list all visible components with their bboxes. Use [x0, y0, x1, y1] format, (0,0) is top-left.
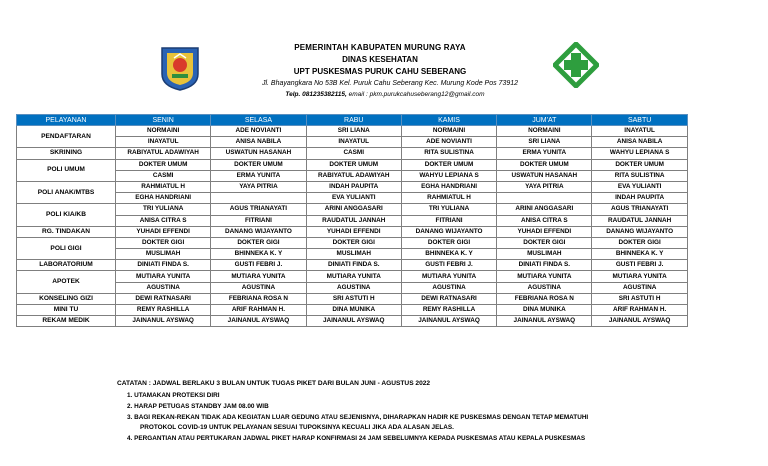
column-header-day: KAMIS: [401, 115, 496, 126]
staff-cell: DEWI RATNASARI: [401, 293, 496, 304]
staff-cell: MUSLIMAH: [306, 249, 401, 260]
header-email: email : pkm.purukcahuseberang12@gmail.com: [348, 91, 485, 98]
table-row: [17, 126, 688, 137]
staff-cell: JAINANUL AYSWAQ: [401, 316, 496, 327]
staff-cell: REMY RASHILLA: [116, 305, 211, 316]
staff-cell: FITRIANI: [211, 215, 306, 226]
staff-cell: YUHADI EFFENDI: [306, 226, 401, 237]
column-header-day: SENIN: [116, 115, 211, 126]
header-puskesmas: UPT PUSKESMAS PURUK CAHU SEBERANG: [293, 67, 467, 76]
duty-schedule-table: [16, 114, 688, 327]
table-row: [17, 305, 688, 316]
staff-cell: JAINANUL AYSWAQ: [592, 316, 687, 327]
staff-cell: AGUSTINA: [401, 282, 496, 293]
staff-cell: GUSTI FEBRI J.: [211, 260, 306, 271]
staff-cell: RITA SULISTINA: [401, 148, 496, 159]
column-header-service: PELAYANAN: [17, 115, 116, 126]
staff-cell: BHINNEKA K. Y: [592, 249, 687, 260]
staff-cell: FEBRIANA ROSA N: [211, 293, 306, 304]
staff-cell: DINIATI FINDA S.: [497, 260, 592, 271]
staff-cell: CASMI: [306, 148, 401, 159]
staff-cell: [211, 193, 306, 204]
staff-cell: MUTIARA YUNITA: [116, 271, 211, 282]
staff-cell: YAYA PITRIA: [211, 181, 306, 192]
service-name-cell: PENDAFTARAN: [17, 126, 116, 148]
staff-cell: FITRIANI: [401, 215, 496, 226]
staff-cell: WAHYU LEPIANA S: [401, 170, 496, 181]
note-item: PROTOKOL COVID-19 UNTUK PELAYANAN SESUAI TUPOKSINYA KECUALI JIKA ADA ALASAN JELAS.: [140, 424, 454, 431]
staff-cell: DINA MUNIKA: [497, 305, 592, 316]
staff-cell: DEWI RATNASARI: [116, 293, 211, 304]
staff-cell: AGUSTINA: [497, 282, 592, 293]
table-row: [17, 181, 688, 192]
table-row: [17, 137, 688, 148]
staff-cell: JAINANUL AYSWAQ: [306, 316, 401, 327]
table-row: [17, 159, 688, 170]
table-row: [17, 226, 688, 237]
staff-cell: DINIATI FINDA S.: [116, 260, 211, 271]
staff-cell: INAYATUL: [116, 137, 211, 148]
staff-cell: RAHMIATUL H: [116, 181, 211, 192]
staff-cell: DOKTER GIGI: [306, 237, 401, 248]
staff-cell: AGUSTINA: [592, 282, 687, 293]
staff-cell: SRI ASTUTI H: [306, 293, 401, 304]
staff-cell: ARINI ANGGASARI: [497, 204, 592, 215]
column-header-day: SABTU: [592, 115, 687, 126]
letterhead: [0, 38, 768, 102]
staff-cell: DOKTER UMUM: [306, 159, 401, 170]
staff-cell: RABIYATUL ADAWIYAH: [116, 148, 211, 159]
staff-cell: ADE NOVIANTI: [401, 137, 496, 148]
staff-cell: AGUS TRIANAYATI: [211, 204, 306, 215]
staff-cell: INAYATUL: [592, 126, 687, 137]
staff-cell: RAUDATUL JANNAH: [592, 215, 687, 226]
staff-cell: DANANG WIJAYANTO: [592, 226, 687, 237]
staff-cell: EVA YULIANTI: [306, 193, 401, 204]
staff-cell: SRI ASTUTI H: [592, 293, 687, 304]
staff-cell: BHINNEKA K. Y: [401, 249, 496, 260]
note-item: 2. HARAP PETUGAS STANDBY JAM 08.00 WIB: [127, 403, 269, 410]
staff-cell: ADE NOVIANTI: [211, 126, 306, 137]
note-item: 3. BAGI REKAN-REKAN TIDAK ADA KEGIATAN LUAR GEDUNG ATAU SEJENISNYA, DIHARAPKAN HADIR KE PUSKESMAS DENGAN TETAP MEMATUHI: [127, 414, 589, 421]
column-header-day: JUM'AT: [497, 115, 592, 126]
staff-cell: YAYA PITRIA: [497, 181, 592, 192]
table-row: [17, 271, 688, 282]
staff-cell: JAINANUL AYSWAQ: [116, 316, 211, 327]
staff-cell: YUHADI EFFENDI: [116, 226, 211, 237]
service-name-cell: APOTEK: [17, 271, 116, 293]
staff-cell: YUHADI EFFENDI: [497, 226, 592, 237]
staff-cell: RAHMIATUL H: [401, 193, 496, 204]
staff-cell: DOKTER UMUM: [592, 159, 687, 170]
note-item: 4. PERGANTIAN ATAU PERTUKARAN JADWAL PIKET HARAP KONFIRMASI 24 JAM SEBELUMNYA KEPADA PUSKESMAS ATAU KEPALA PUSKESMAS: [127, 435, 586, 442]
staff-cell: FEBRIANA ROSA N: [497, 293, 592, 304]
staff-cell: MUTIARA YUNITA: [211, 271, 306, 282]
staff-cell: SRI LIANA: [497, 137, 592, 148]
header-address: Jl. Bhayangkara No 53B Kel. Puruk Cahu Seberang Kec. Murung Kode Pos 73912: [261, 80, 519, 87]
staff-cell: JAINANUL AYSWAQ: [497, 316, 592, 327]
staff-cell: BHINNEKA K. Y: [211, 249, 306, 260]
staff-cell: DOKTER UMUM: [211, 159, 306, 170]
staff-cell: AGUSTINA: [211, 282, 306, 293]
staff-cell: DINA MUNIKA: [306, 305, 401, 316]
staff-cell: GUSTI FEBRI J.: [401, 260, 496, 271]
staff-cell: JAINANUL AYSWAQ: [211, 316, 306, 327]
staff-cell: REMY RASHILLA: [401, 305, 496, 316]
service-name-cell: LABORATORIUM: [17, 260, 116, 271]
table-row: [17, 260, 688, 271]
table-row: [17, 204, 688, 215]
table-row: [17, 215, 688, 226]
staff-cell: SRI LIANA: [306, 126, 401, 137]
staff-cell: GUSTI FEBRI J.: [592, 260, 687, 271]
staff-cell: DANANG WIJAYANTO: [401, 226, 496, 237]
header-contact: [200, 91, 570, 98]
header-government: PEMERINTAH KABUPATEN MURUNG RAYA: [294, 43, 466, 52]
column-header-day: RABU: [306, 115, 401, 126]
staff-cell: ANISA NABILA: [592, 137, 687, 148]
service-name-cell: SKRINING: [17, 148, 116, 159]
staff-cell: ARIF RAHMAN H.: [211, 305, 306, 316]
service-name-cell: MINI TU: [17, 305, 116, 316]
staff-cell: NORMAINI: [497, 126, 592, 137]
staff-cell: MUTIARA YUNITA: [497, 271, 592, 282]
service-name-cell: REKAM MEDIK: [17, 316, 116, 327]
staff-cell: DOKTER GIGI: [401, 237, 496, 248]
header-phone: Telp. 081235382115,: [285, 91, 349, 98]
regency-crest-icon: [158, 44, 202, 92]
staff-cell: RITA SULISTINA: [592, 170, 687, 181]
staff-cell: USWATUN HASANAH: [497, 170, 592, 181]
header-department: DINAS KESEHATAN: [342, 55, 418, 64]
table-row: [17, 282, 688, 293]
staff-cell: MUSLIMAH: [116, 249, 211, 260]
staff-cell: MUSLIMAH: [497, 249, 592, 260]
staff-cell: DOKTER GIGI: [592, 237, 687, 248]
staff-cell: MUTIARA YUNITA: [401, 271, 496, 282]
staff-cell: RABIYATUL ADAWIYAH: [306, 170, 401, 181]
note-item: 1. UTAMAKAN PROTEKSI DIRI: [127, 392, 220, 399]
table-row: [17, 237, 688, 248]
staff-cell: DOKTER UMUM: [401, 159, 496, 170]
staff-cell: MUTIARA YUNITA: [592, 271, 687, 282]
staff-cell: INAYATUL: [306, 137, 401, 148]
service-name-cell: KONSELING GIZI: [17, 293, 116, 304]
staff-cell: ANISA CITRA S: [497, 215, 592, 226]
staff-cell: DOKTER GIGI: [116, 237, 211, 248]
staff-cell: CASMI: [116, 170, 211, 181]
staff-cell: DANANG WIJAYANTO: [211, 226, 306, 237]
staff-cell: DOKTER UMUM: [497, 159, 592, 170]
staff-cell: EGHA HANDRIANI: [116, 193, 211, 204]
staff-cell: DOKTER UMUM: [116, 159, 211, 170]
staff-cell: TRI YULIANA: [116, 204, 211, 215]
staff-cell: INDAH PAUPITA: [306, 181, 401, 192]
staff-cell: ARIF RAHMAN H.: [592, 305, 687, 316]
service-name-cell: POLI KIA/KB: [17, 204, 116, 226]
staff-cell: EGHA HANDRIANI: [401, 181, 496, 192]
staff-cell: DOKTER GIGI: [497, 237, 592, 248]
staff-cell: INDAH PAUPITA: [592, 193, 687, 204]
table-header-row: [17, 115, 688, 126]
service-name-cell: POLI UMUM: [17, 159, 116, 181]
service-name-cell: POLI ANAK/MTBS: [17, 181, 116, 203]
service-name-cell: RG. TINDAKAN: [17, 226, 116, 237]
staff-cell: ERMA YUNITA: [497, 148, 592, 159]
staff-cell: AGUSTINA: [306, 282, 401, 293]
notes-title: CATATAN : JADWAL BERLAKU 3 BULAN UNTUK TUGAS PIKET DARI BULAN JUNI - AGUSTUS 2022: [117, 380, 431, 387]
staff-cell: ANISA NABILA: [211, 137, 306, 148]
staff-cell: AGUS TRIANAYATI: [592, 204, 687, 215]
staff-cell: ANISA CITRA S: [116, 215, 211, 226]
table-row: [17, 249, 688, 260]
staff-cell: EVA YULIANTI: [592, 181, 687, 192]
puskesmas-logo-icon: [553, 42, 599, 88]
staff-cell: AGUSTINA: [116, 282, 211, 293]
column-header-day: SELASA: [211, 115, 306, 126]
staff-cell: USWATUN HASANAH: [211, 148, 306, 159]
table-row: [17, 293, 688, 304]
staff-cell: NORMAINI: [401, 126, 496, 137]
table-row: [17, 193, 688, 204]
service-name-cell: POLI GIGI: [17, 237, 116, 259]
staff-cell: ERMA YUNITA: [211, 170, 306, 181]
staff-cell: MUTIARA YUNITA: [306, 271, 401, 282]
table-row: [17, 170, 688, 181]
staff-cell: [497, 193, 592, 204]
staff-cell: ARINI ANGGASARI: [306, 204, 401, 215]
staff-cell: NORMAINI: [116, 126, 211, 137]
staff-cell: DOKTER GIGI: [211, 237, 306, 248]
staff-cell: WAHYU LEPIANA S: [592, 148, 687, 159]
staff-cell: RAUDATUL JANNAH: [306, 215, 401, 226]
table-row: [17, 316, 688, 327]
table-row: [17, 148, 688, 159]
staff-cell: TRI YULIANA: [401, 204, 496, 215]
staff-cell: DINIATI FINDA S.: [306, 260, 401, 271]
